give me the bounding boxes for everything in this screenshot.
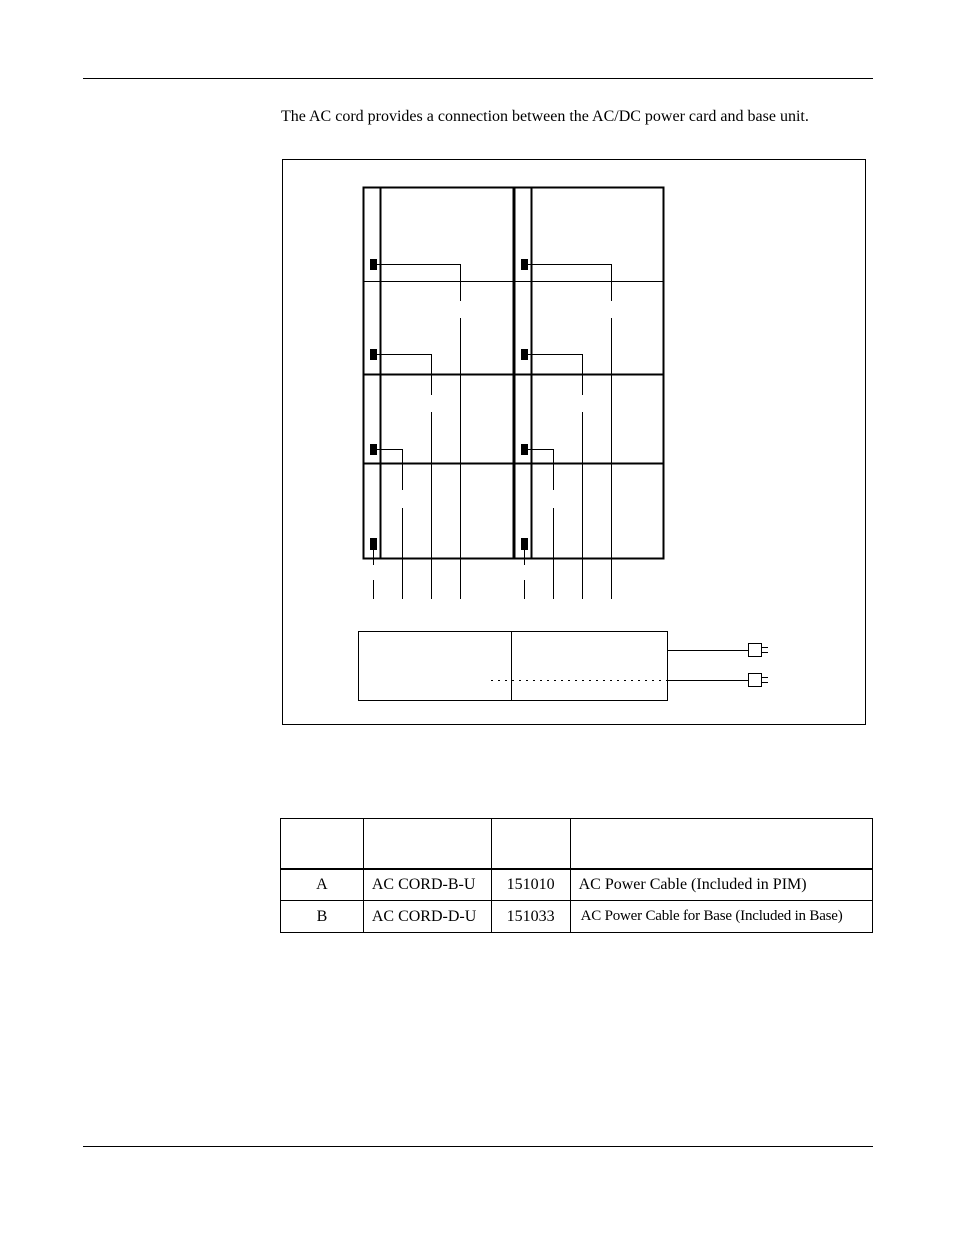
left-cabinet-stack: [363, 187, 514, 559]
ac-plug-icon: [749, 674, 769, 687]
cord-description: AC Power Cable for Base (Included in Base): [570, 901, 872, 933]
cord-table: [280, 818, 873, 933]
table-header-row: [281, 819, 873, 869]
cord-part-number: 151010: [491, 869, 570, 901]
right-cabinet-stack: [514, 187, 664, 559]
ac-cord-diagram: [282, 159, 866, 725]
header-rule: [83, 78, 873, 79]
footer-rule: [83, 1146, 873, 1147]
right-cords: [525, 265, 612, 600]
cord-part-number: 151033: [491, 901, 570, 933]
header-cell: [570, 819, 872, 869]
table-row: [281, 869, 873, 901]
ac-plug-icon: [749, 644, 769, 657]
power-connectors: [370, 259, 528, 550]
base-unit: [359, 631, 750, 701]
cord-name: AC CORD-B-U: [363, 869, 491, 901]
header-cell: [281, 819, 364, 869]
table-row: [281, 901, 873, 933]
cord-name: AC CORD-D-U: [363, 901, 491, 933]
cord-description: AC Power Cable (Included in PIM): [570, 869, 872, 901]
cord-letter: A: [281, 869, 364, 901]
header-cell: [491, 819, 570, 869]
header-cell: [363, 819, 491, 869]
intro-paragraph: The AC cord provides a connection between the AC/DC power card and base unit.: [281, 108, 809, 125]
cord-letter: B: [281, 901, 364, 933]
left-cords: [374, 265, 461, 600]
